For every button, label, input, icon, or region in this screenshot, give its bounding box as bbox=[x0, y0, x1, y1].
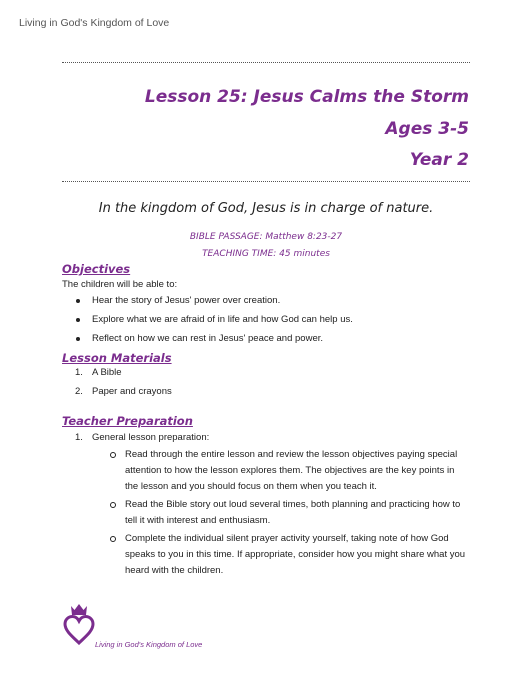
objectives-intro: The children will be able to: bbox=[62, 279, 178, 290]
teaching-time: TEACHING TIME: 45 minutes bbox=[202, 249, 330, 259]
curriculum-year: Year 2 bbox=[409, 150, 469, 170]
list-item-text: Paper and crayons bbox=[92, 386, 172, 397]
list-item: Read the Bible story out loud several times, both planning and practicing how to tell it with interest and enthusiasm. bbox=[125, 497, 470, 529]
age-range: Ages 3-5 bbox=[385, 119, 469, 139]
materials-list bbox=[75, 367, 172, 405]
preparation-heading: Teacher Preparation bbox=[62, 414, 193, 428]
list-item-text: A Bible bbox=[92, 367, 122, 378]
list-item: Explore what we are afraid of in life and how God can help us. bbox=[92, 314, 353, 333]
list-item: Read through the entire lesson and review the lesson objectives paying special attention to how the lesson explores them. The objectives are the key points in the lesson and you should focus on them when you teach it. bbox=[125, 447, 470, 495]
bible-passage: BIBLE PASSAGE: Matthew 8:23-27 bbox=[189, 232, 343, 242]
list-number: 1. bbox=[75, 367, 83, 378]
lesson-theme: In the kingdom of God, Jesus is in charge of nature. bbox=[98, 201, 434, 216]
crown-heart-icon bbox=[62, 603, 96, 647]
list-item: Hear the story of Jesus' power over creation. bbox=[92, 295, 353, 314]
preparation-sublist bbox=[125, 447, 470, 581]
list-item: Complete the individual silent prayer activity yourself, taking note of how God speaks to you in this time. If appropriate, consider how you might share what you heard with the children. bbox=[125, 531, 470, 579]
lesson-title: Lesson 25: Jesus Calms the Storm bbox=[144, 87, 469, 107]
list-item bbox=[75, 367, 172, 386]
dotted-divider-bottom bbox=[62, 181, 470, 182]
list-number: 2. bbox=[75, 386, 83, 397]
materials-heading: Lesson Materials bbox=[62, 351, 172, 365]
list-number: 1. bbox=[75, 432, 83, 443]
footer-text: Living in God's Kingdom of Love bbox=[95, 640, 203, 649]
list-item bbox=[75, 386, 172, 405]
dotted-divider-top bbox=[62, 62, 470, 63]
list-item-text: General lesson preparation: bbox=[92, 432, 210, 443]
objectives-heading: Objectives bbox=[62, 262, 131, 276]
running-header: Living in God's Kingdom of Love bbox=[19, 17, 170, 29]
list-item: Reflect on how we can rest in Jesus' peace and power. bbox=[92, 333, 353, 352]
objectives-list bbox=[92, 295, 353, 352]
